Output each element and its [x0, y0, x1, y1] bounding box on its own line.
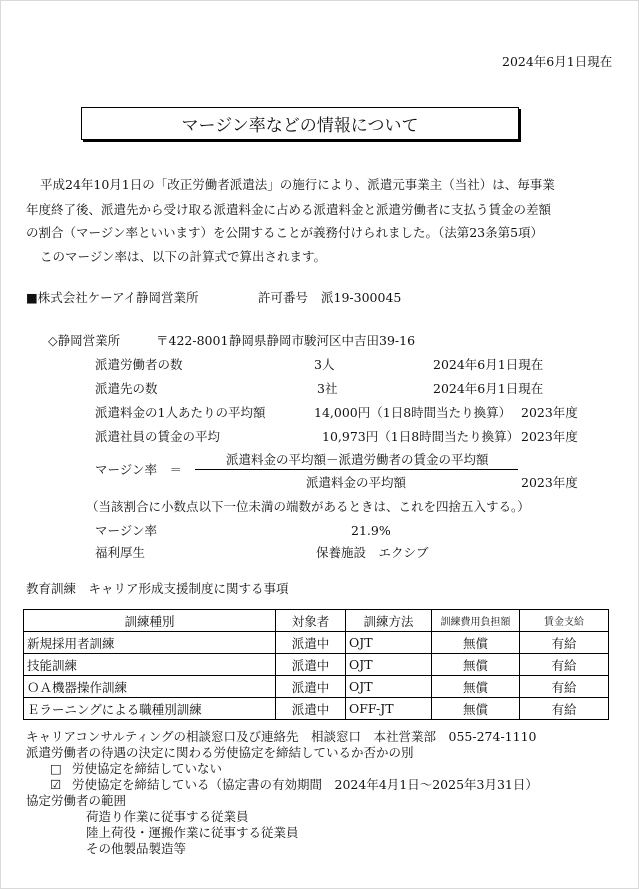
agreement-option-1	[50, 763, 222, 776]
agreement-option-2	[50, 779, 538, 792]
margin-label: マージン率	[95, 523, 157, 538]
wage-value: 10,973円（1日8時間当たり換算）	[322, 429, 520, 444]
training-table	[23, 609, 609, 720]
wage-label: 派遣社員の賃金の平均	[95, 429, 221, 444]
cell-wage: 有給	[520, 676, 609, 698]
cell-wage: 有給	[520, 654, 609, 676]
cell-method: OJT	[346, 676, 432, 698]
cell-cost: 無償	[432, 698, 520, 720]
header-target: 対象者	[276, 610, 346, 632]
fee-value: 14,000円（1日8時間当たり換算）	[314, 405, 512, 420]
fee-label: 派遣料金の1人あたりの平均額	[95, 405, 266, 420]
table-row	[24, 654, 609, 676]
workers-value: 3人	[314, 357, 335, 372]
clients-label: 派遣先の数	[95, 381, 158, 396]
intro-line-1: 平成24年10月1日の「改正労働者派遣法」の施行により、派遣元事業主（当社）は、毎事業	[40, 177, 555, 192]
margin-value: 21.9%	[351, 523, 391, 538]
table-row	[24, 698, 609, 720]
cell-target: 派遣中	[276, 632, 346, 654]
unchecked-box-icon: □	[50, 761, 62, 776]
cell-target: 派遣中	[276, 654, 346, 676]
cell-method: OJT	[346, 654, 432, 676]
office-label: ◇静岡営業所	[48, 333, 121, 348]
intro-line-2: 年度終了後、派遣先から受け取る派遣料金に占める派遣料金と派遣労働者に支払う賃金の差額	[26, 202, 552, 217]
header-method: 訓練方法	[346, 610, 432, 632]
clients-as-of: 2024年6月1日現在	[433, 381, 544, 396]
scope-item: その他製品製造等	[86, 841, 187, 856]
as-of-date: 2024年6月1日現在	[502, 54, 613, 69]
cell-type: Ｅラーニングによる職種別訓練	[24, 698, 276, 720]
agreement-option-1-label: 労使協定を締結していない	[72, 761, 223, 776]
training-heading: 教育訓練 キャリア形成支援制度に関する事項	[26, 581, 289, 596]
cell-method: OFF-JT	[346, 698, 432, 720]
formula-year: 2023年度	[521, 475, 578, 490]
cell-method: OJT	[346, 632, 432, 654]
license-label: 許可番号	[258, 290, 309, 305]
license-number: 派19-300045	[321, 290, 402, 305]
cell-wage: 有給	[520, 632, 609, 654]
agreement-option-2-label: 労使協定を締結している（協定書の有効期間 2024年4月1日～2025年3月31日）	[72, 777, 538, 792]
intro-line-3: の割合（マージン率といいます）を公開することが義務付けられました。（法第23条第5項）	[26, 225, 544, 240]
cell-type: ＯＡ機器操作訓練	[24, 676, 276, 698]
cell-type: 技能訓練	[24, 654, 276, 676]
table-row	[24, 632, 609, 654]
table-row	[24, 676, 609, 698]
header-cost: 訓練費用負担額	[432, 610, 520, 632]
formula-fraction-bar	[195, 469, 518, 470]
scope-heading: 協定労働者の範囲	[26, 793, 127, 808]
fee-year: 2023年度	[521, 405, 578, 420]
formula-denominator: 派遣料金の平均額	[306, 475, 407, 490]
checked-box-icon: ☑	[50, 777, 62, 792]
office-postal: 〒422-8001	[156, 333, 229, 348]
intro-line-4: このマージン率は、以下の計算式で算出されます。	[40, 249, 326, 264]
table-header-row	[24, 610, 609, 632]
formula-label: マージン率 ＝	[95, 462, 182, 477]
cell-cost: 無償	[432, 654, 520, 676]
cell-target: 派遣中	[276, 698, 346, 720]
cell-cost: 無償	[432, 632, 520, 654]
cell-wage: 有給	[520, 698, 609, 720]
formula-numerator: 派遣料金の平均額－派遣労働者の賃金の平均額	[226, 452, 489, 467]
welfare-value: 保養施設 エクシブ	[316, 545, 429, 560]
header-wage: 賃金支給	[520, 610, 609, 632]
cell-cost: 無償	[432, 676, 520, 698]
wage-year: 2023年度	[521, 429, 578, 444]
cell-type: 新規採用者訓練	[24, 632, 276, 654]
clients-value: 3社	[317, 381, 338, 396]
consult-contact: キャリアコンサルティングの相談窓口及び連絡先 相談窓口 本社営業部 055-274-1110	[26, 729, 537, 744]
scope-item: 陸上荷役・運搬作業に従事する従業員	[86, 825, 299, 840]
header-type: 訓練種別	[24, 610, 276, 632]
cell-target: 派遣中	[276, 676, 346, 698]
agreement-question: 派遣労働者の待遇の決定に関わる労使協定を締結しているか否かの別	[26, 745, 414, 760]
page-title-text: マージン率などの情報について	[181, 116, 419, 136]
welfare-label: 福利厚生	[95, 545, 146, 560]
rounding-note: （当該割合に小数点以下一位未満の端数があるときは、これを四捨五入する。）	[86, 499, 530, 514]
page-title	[81, 107, 519, 140]
office-address: 静岡県静岡市駿河区中吉田39-16	[229, 333, 416, 348]
company-name: ■株式会社ケーアイ静岡営業所	[26, 290, 199, 305]
scope-item: 荷造り作業に従事する従業員	[86, 809, 249, 824]
workers-label: 派遣労働者の数	[95, 357, 183, 372]
workers-as-of: 2024年6月1日現在	[433, 357, 544, 372]
